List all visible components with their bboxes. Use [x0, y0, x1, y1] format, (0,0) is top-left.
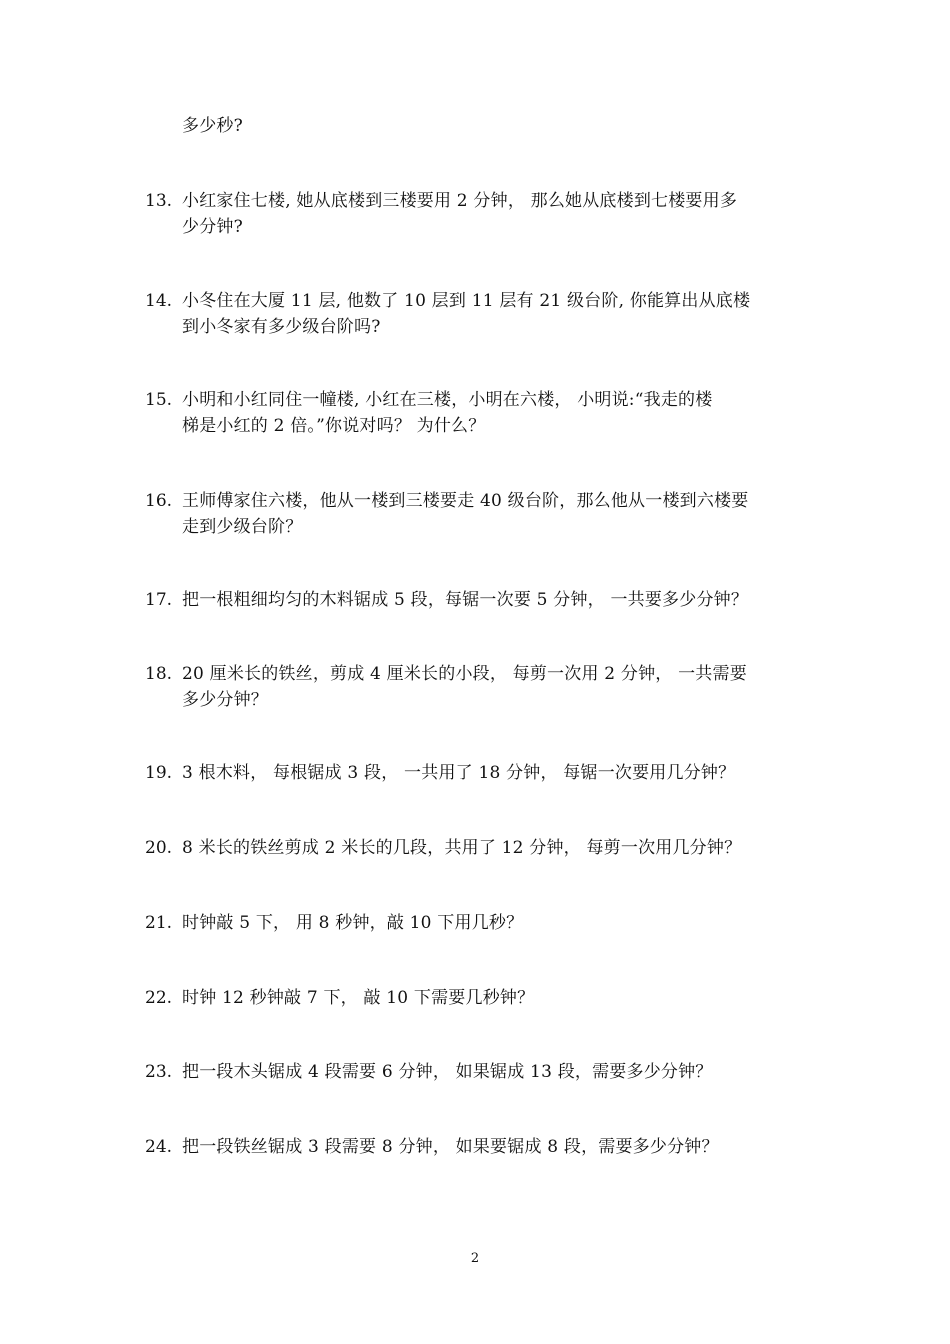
question-text: 少分钟?	[182, 217, 243, 237]
question-text: 把一段铁丝锯成 3 段需要 8 分钟， 如果要锯成 8 段，需要多少分钟？	[182, 1137, 719, 1157]
question-number: 15.	[145, 390, 173, 410]
question-text: 到小冬家有多少级台阶吗?	[182, 317, 381, 337]
question-number: 20.	[145, 838, 173, 858]
question-number: 19.	[145, 763, 173, 783]
question-text: 走到少级台阶？	[182, 517, 303, 537]
question-text: 小明和小红同住一幢楼, 小红在三楼，小明在六楼， 小明说:“我走的楼	[182, 390, 713, 410]
question-number: 14.	[145, 291, 173, 311]
page-number: 2	[470, 1251, 480, 1266]
question-number: 24.	[145, 1137, 173, 1157]
question-text: 梯是小红的 2 倍。”你说对吗？ 为什么？	[182, 416, 486, 436]
continuation-text: 多少秒?	[182, 116, 243, 136]
question-text: 小冬住在大厦 11 层, 他数了 10 层到 11 层有 21 级台阶, 你能算出从底楼	[182, 291, 751, 311]
question-text: 王师傅家住六楼，他从一楼到三楼要走 40 级台阶，那么他从一楼到六楼要	[182, 491, 749, 511]
question-text: 小红家住七楼, 她从底楼到三楼要用 2 分钟， 那么她从底楼到七楼要用多	[182, 191, 738, 211]
question-text: 时钟 12 秒钟敲 7 下， 敲 10 下需要几秒钟？	[182, 988, 535, 1008]
question-number: 17.	[145, 590, 173, 610]
question-text: 把一段木头锯成 4 段需要 6 分钟， 如果锯成 13 段，需要多少分钟？	[182, 1062, 713, 1082]
question-text: 时钟敲 5 下， 用 8 秒钟，敲 10 下用几秒？	[182, 913, 524, 933]
question-number: 13.	[145, 191, 173, 211]
question-number: 16.	[145, 491, 173, 511]
question-number: 18.	[145, 664, 173, 684]
question-text: 3 根木料， 每根锯成 3 段， 一共用了 18 分钟， 每锯一次要用几分钟？	[182, 763, 736, 783]
question-number: 22.	[145, 988, 173, 1008]
question-text: 多少分钟？	[182, 690, 268, 710]
question-text: 把一根粗细均匀的木料锯成 5 段，每锯一次要 5 分钟， 一共要多少分钟？	[182, 590, 749, 610]
question-text: 20 厘米长的铁丝，剪成 4 厘米长的小段， 每剪一次用 2 分钟， 一共需要	[182, 664, 747, 684]
question-text: 8 米长的铁丝剪成 2 米长的几段，共用了 12 分钟， 每剪一次用几分钟？	[182, 838, 742, 858]
question-number: 23.	[145, 1062, 173, 1082]
question-number: 21.	[145, 913, 173, 933]
